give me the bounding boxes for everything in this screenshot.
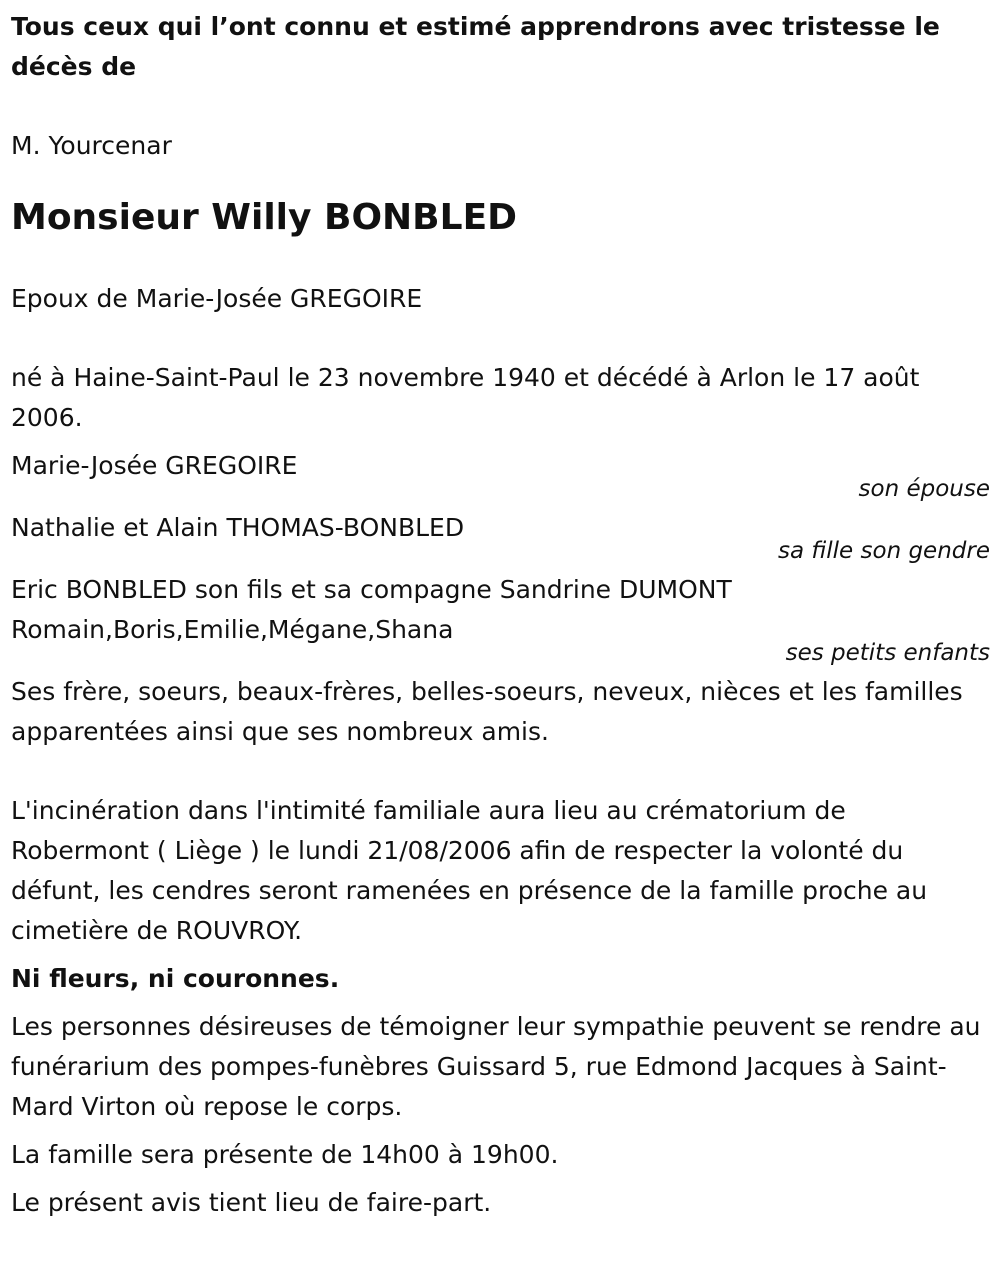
intro-text: Tous ceux qui l’ont connu et estimé apprendrons avec tristesse le décès de: [11, 12, 940, 81]
family-entry: [11, 610, 990, 664]
family-relation: son épouse: [858, 476, 990, 502]
sympathy-text: Les personnes désireuses de témoigner leur sympathie peuvent se rendre au funérarium des pompes-funèbres Guissard 5, rue Edmond Jacques à Saint-Mard Virton où repose le corps.: [11, 1012, 981, 1121]
family-member-name: Romain,Boris,Emilie,Mégane,Shana: [11, 615, 454, 644]
family-relation: sa fille son gendre: [778, 538, 990, 564]
ceremony-text: L'incinération dans l'intimité familiale aura lieu au crématorium de Robermont ( Liège ) le lundi 21/08/2006 afin de respecter la volonté du défunt, les cendres seront ramenées en présence de la famille proche au cimetière de ROUVROY.: [11, 796, 928, 945]
family-relation: ses petits enfants: [785, 640, 990, 666]
family-entry: [11, 570, 990, 610]
closing-text: Le présent avis tient lieu de faire-part.: [11, 1188, 492, 1217]
spouse-of-text: Epoux de Marie-Josée GREGOIRE: [11, 284, 423, 313]
family-entry: [11, 446, 990, 500]
family-member-name: Nathalie et Alain THOMAS-BONBLED: [11, 513, 465, 542]
family-entry: [11, 508, 990, 562]
no-flowers-text: Ni fleurs, ni couronnes.: [11, 964, 340, 993]
deceased-name: Monsieur Willy BONBLED: [11, 197, 518, 238]
announcer-name: M. Yourcenar: [11, 131, 172, 160]
extended-family-text: Ses frère, soeurs, beaux-frères, belles-soeurs, neveux, nièces et les familles apparentées ainsi que ses nombreux amis.: [11, 677, 963, 746]
family-list: [11, 446, 990, 664]
family-member-name: Marie-Josée GREGOIRE: [11, 451, 298, 480]
family-presence-text: La famille sera présente de 14h00 à 19h00.: [11, 1140, 559, 1169]
birth-death-text: né à Haine-Saint-Paul le 23 novembre 1940 et décédé à Arlon le 17 août 2006.: [11, 363, 920, 432]
family-member-name: Eric BONBLED son fils et sa compagne Sandrine DUMONT: [11, 575, 732, 604]
